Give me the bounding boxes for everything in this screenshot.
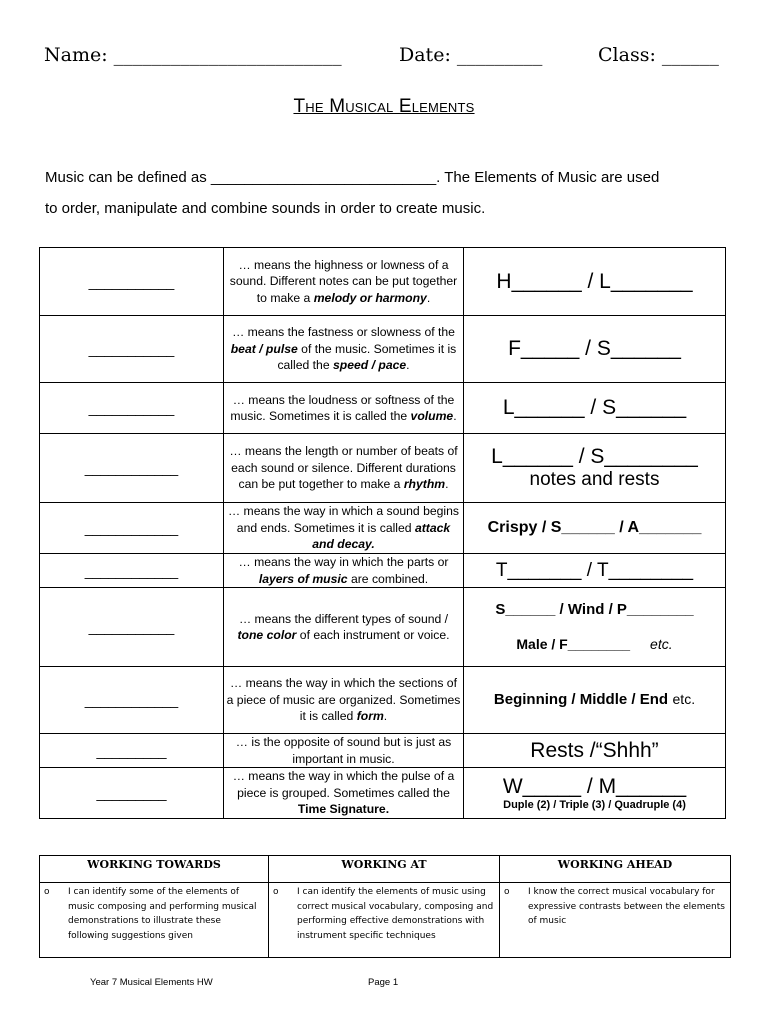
- element-hint: S______ / Wind / P________ Male / F________ etc.: [464, 588, 726, 667]
- element-description: … means the way in which the pulse of a piece is grouped. Sometimes called the Time Signature.: [224, 768, 464, 819]
- element-answer-blank[interactable]: ____________: [40, 554, 224, 588]
- intro-paragraph: [45, 162, 735, 224]
- element-hint: Beginning / Middle / End etc.: [464, 667, 726, 734]
- assessment-levels-table: [39, 855, 731, 958]
- element-answer-blank[interactable]: _________: [40, 768, 224, 819]
- element-answer-blank[interactable]: _________: [40, 734, 224, 768]
- element-hint: F_____ / S______: [464, 316, 726, 383]
- footer-page-number: Page 1: [368, 977, 399, 988]
- levels-header-row: [40, 856, 731, 883]
- level-header-working-towards: WORKING TOWARDS: [40, 856, 269, 883]
- element-answer-blank[interactable]: ___________: [40, 588, 224, 667]
- table-row: [40, 768, 726, 819]
- footer-doc-title: Year 7 Musical Elements HW: [90, 977, 213, 988]
- element-answer-blank[interactable]: ___________: [40, 316, 224, 383]
- bullet-icon: o: [504, 887, 510, 897]
- level-statement: I can identify some of the elements of music composing and performing musical demonstrations to illustrate these following suggestions given: [68, 887, 257, 941]
- element-description: … means the way in which the parts or layers of music are combined.: [224, 554, 464, 588]
- element-answer-blank[interactable]: ____________: [40, 434, 224, 503]
- element-hint: T_______ / T________: [464, 554, 726, 588]
- level-working-ahead: [500, 883, 731, 958]
- bullet-icon: o: [44, 887, 50, 897]
- table-row: [40, 316, 726, 383]
- table-row: [40, 503, 726, 554]
- element-description: … means the way in which a sound begins and ends. Sometimes it is called attack and decay.: [224, 503, 464, 554]
- hint-etc: etc.: [672, 691, 696, 707]
- element-hint: L______ / S______: [464, 383, 726, 434]
- level-header-working-at: WORKING AT: [269, 856, 500, 883]
- hint-subtext: Duple (2) / Triple (3) / Quadruple (4): [503, 799, 686, 811]
- element-description: … means the fastness or slowness of the beat / pulse of the music. Sometimes it is called the speed / pace.: [224, 316, 464, 383]
- element-answer-blank[interactable]: ___________: [40, 248, 224, 316]
- element-description: … is the opposite of sound but is just as important in music.: [224, 734, 464, 768]
- bullet-icon: o: [273, 887, 279, 897]
- table-row: [40, 667, 726, 734]
- hint-subtext: Male / F________: [516, 635, 631, 652]
- table-row: [40, 554, 726, 588]
- element-answer-blank[interactable]: ____________: [40, 667, 224, 734]
- name-field[interactable]: Name: ________________________: [44, 44, 342, 66]
- student-info-header: [44, 44, 724, 74]
- date-field[interactable]: Date: _________: [399, 44, 543, 66]
- element-answer-blank[interactable]: ___________: [40, 383, 224, 434]
- table-row: [40, 588, 726, 667]
- table-row: [40, 734, 726, 768]
- intro-line-2: to order, manipulate and combine sounds in order to create music.: [45, 200, 486, 217]
- element-hint: H______ / L_______: [464, 248, 726, 316]
- hint-subtext: notes and rests: [529, 469, 660, 490]
- element-description: … means the highness or lowness of a sound. Different notes can be put together to make a melody or harmony.: [224, 248, 464, 316]
- level-statement: I know the correct musical vocabulary for expressive contrasts between the elements of music: [528, 887, 725, 926]
- class-field[interactable]: Class: ______: [598, 44, 719, 66]
- elements-table: [39, 247, 726, 819]
- table-row: [40, 383, 726, 434]
- element-hint: W_____ / M______ Duple (2) / Triple (3) / Quadruple (4): [464, 768, 726, 819]
- level-working-towards: [40, 883, 269, 958]
- element-description: … means the loudness or softness of the music. Sometimes it is called the volume.: [224, 383, 464, 434]
- element-description: … means the way in which the sections of a piece of music are organized. Sometimes it is called form.: [224, 667, 464, 734]
- table-row: [40, 248, 726, 316]
- element-description: … means the different types of sound / tone color of each instrument or voice.: [224, 588, 464, 667]
- levels-row: [40, 883, 731, 958]
- level-working-at: [269, 883, 500, 958]
- element-hint: Crispy / S______ / A_______: [464, 503, 726, 554]
- hint-etc: etc.: [650, 635, 673, 652]
- element-hint: L______ / S________ notes and rests: [464, 434, 726, 503]
- element-description: … means the length or number of beats of each sound or silence. Different durations can be put together to make a rhythm.: [224, 434, 464, 503]
- element-hint: Rests /“Shhh”: [464, 734, 726, 768]
- page-title: The Musical Elements: [293, 96, 475, 117]
- table-row: [40, 434, 726, 503]
- level-statement: I can identify the elements of music using correct musical vocabulary, composing and performing effective demonstrations with instrument specific techniques: [297, 887, 494, 941]
- level-header-working-ahead: WORKING AHEAD: [500, 856, 731, 883]
- intro-line-1: Music can be defined as ___________________________. The Elements of Music are used: [45, 169, 660, 186]
- element-answer-blank[interactable]: ____________: [40, 503, 224, 554]
